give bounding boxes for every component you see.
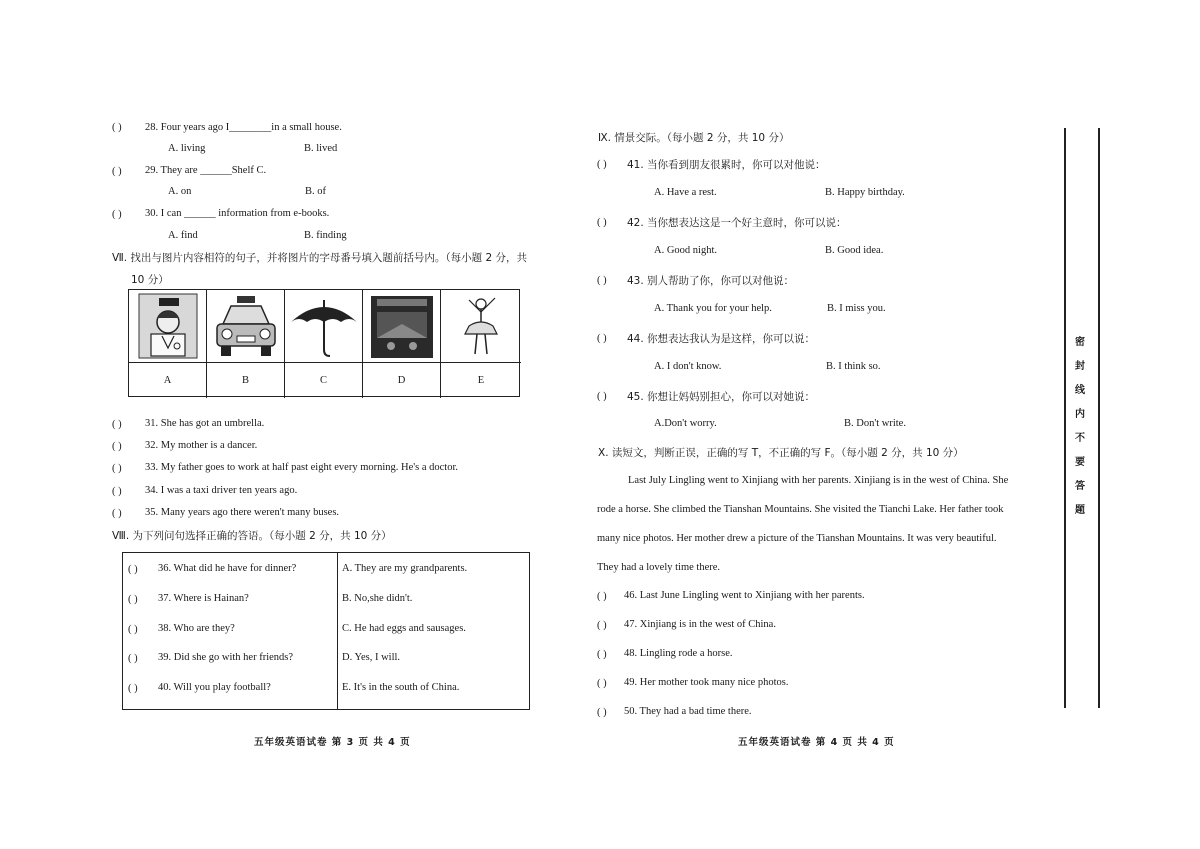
matching-divider	[337, 553, 338, 709]
picture-old-street	[363, 290, 441, 362]
picture-taxi	[207, 290, 285, 362]
question-36: 36. What did he have for dinner?	[158, 563, 297, 574]
question-47: 47. Xinjiang is in the west of China.	[624, 619, 776, 630]
answer-option-d: D. Yes, I will.	[342, 652, 401, 663]
question-30: 30. I can ______ information from e-books.	[145, 208, 330, 219]
option-41a: A. Have a rest.	[654, 187, 717, 198]
option-41b: B. Happy birthday.	[825, 187, 905, 198]
question-46: 46. Last June Lingling went to Xinjiang with her parents.	[624, 590, 865, 601]
answer-paren-29[interactable]: ( )	[112, 166, 122, 177]
picture-label-d: D	[363, 362, 441, 398]
picture-umbrella	[285, 290, 363, 362]
option-29a: A. on	[168, 186, 192, 197]
question-38: 38. Who are they?	[158, 623, 235, 634]
binding-char-3: 线	[1075, 385, 1085, 396]
picture-doctor	[129, 290, 207, 362]
picture-label-b: B	[207, 362, 285, 398]
answer-paren-33[interactable]: ( )	[112, 463, 122, 474]
section-9-title: Ⅸ. 情景交际。（每小题 2 分，共 10 分）	[598, 132, 790, 144]
binding-line-inner	[1064, 128, 1066, 708]
option-43b: B. I miss you.	[827, 303, 886, 314]
answer-paren-45[interactable]: ( )	[597, 391, 607, 402]
question-40: 40. Will you play football?	[158, 682, 271, 693]
answer-paren-50[interactable]: ( )	[597, 707, 607, 718]
option-44a: A. I don't know.	[654, 361, 722, 372]
answer-paren-39[interactable]: ( )	[128, 653, 138, 664]
footer-page-4: 五年级英语试卷 第 4 页 共 4 页	[738, 737, 895, 748]
question-32: 32. My mother is a dancer.	[145, 440, 258, 451]
binding-char-2: 封	[1075, 361, 1085, 372]
binding-char-8: 题	[1075, 505, 1085, 516]
answer-option-e: E. It's in the south of China.	[342, 682, 460, 693]
picture-dancer	[441, 290, 521, 362]
option-44b: B. I think so.	[826, 361, 881, 372]
question-50: 50. They had a bad time there.	[624, 706, 752, 717]
picture-label-c: C	[285, 362, 363, 398]
answer-paren-49[interactable]: ( )	[597, 678, 607, 689]
question-28: 28. Four years ago I________in a small house.	[145, 122, 342, 133]
option-30a: A. find	[168, 230, 198, 241]
question-31: 31. She has got an umbrella.	[145, 418, 265, 429]
question-41: 41. 当你看到朋友很累时，你可以对他说：	[627, 159, 826, 171]
question-45: 45. 你想让妈妈别担心，你可以对她说：	[627, 391, 816, 403]
question-42: 42. 当你想表达这是一个好主意时，你可以说：	[627, 217, 847, 229]
section-7-title: Ⅶ. 找出与图片内容相符的句子，并将图片的字母番号填入题前括号内。（每小题 2 分，共	[112, 252, 528, 264]
binding-char-6: 要	[1075, 457, 1085, 468]
answer-paren-36[interactable]: ( )	[128, 564, 138, 575]
footer-page-3: 五年级英语试卷 第 3 页 共 4 页	[254, 737, 411, 748]
answer-paren-43[interactable]: ( )	[597, 275, 607, 286]
binding-char-1: 密	[1075, 337, 1085, 348]
option-28a: A. living	[168, 143, 206, 154]
answer-paren-30[interactable]: ( )	[112, 209, 122, 220]
question-34: 34. I was a taxi driver ten years ago.	[145, 485, 298, 496]
question-39: 39. Did she go with her friends?	[158, 652, 294, 663]
binding-char-4: 内	[1075, 409, 1085, 420]
section-10-title: Ⅹ. 读短文，判断正误，正确的写 T，不正确的写 F。（每小题 2 分，共 10 分）	[598, 447, 964, 459]
picture-label-a: A	[129, 362, 207, 398]
answer-paren-46[interactable]: ( )	[597, 591, 607, 602]
passage-line-1: Last July Lingling went to Xinjiang with her parents. Xinjiang is in the west of China. She	[628, 475, 1009, 486]
option-45b: B. Don't write.	[844, 418, 906, 429]
answer-option-c: C. He had eggs and sausages.	[342, 623, 466, 634]
question-48: 48. Lingling rode a horse.	[624, 648, 733, 659]
answer-paren-44[interactable]: ( )	[597, 333, 607, 344]
answer-paren-40[interactable]: ( )	[128, 683, 138, 694]
binding-char-5: 不	[1075, 433, 1085, 444]
option-42a: A. Good night.	[654, 245, 717, 256]
answer-paren-38[interactable]: ( )	[128, 624, 138, 635]
answer-paren-34[interactable]: ( )	[112, 486, 122, 497]
question-35: 35. Many years ago there weren't many buses.	[145, 507, 340, 518]
option-45a: A.Don't worry.	[654, 418, 717, 429]
answer-paren-48[interactable]: ( )	[597, 649, 607, 660]
option-28b: B. lived	[304, 143, 338, 154]
answer-paren-37[interactable]: ( )	[128, 594, 138, 605]
binding-char-7: 答	[1075, 481, 1085, 492]
answer-paren-32[interactable]: ( )	[112, 441, 122, 452]
question-44: 44. 你想表达我认为是这样，你可以说：	[627, 333, 816, 345]
question-43: 43. 别人帮助了你，你可以对他说：	[627, 275, 795, 287]
answer-paren-41[interactable]: ( )	[597, 159, 607, 170]
question-37: 37. Where is Hainan?	[158, 593, 249, 604]
option-42b: B. Good idea.	[825, 245, 884, 256]
picture-label-e: E	[441, 362, 521, 398]
answer-option-b: B. No,she didn't.	[342, 593, 413, 604]
section-8-title: Ⅷ. 为下列问句选择正确的答语。（每小题 2 分，共 10 分）	[112, 530, 392, 542]
question-49: 49. Her mother took many nice photos.	[624, 677, 789, 688]
answer-option-a: A. They are my grandparents.	[342, 563, 468, 574]
answer-paren-35[interactable]: ( )	[112, 508, 122, 519]
option-43a: A. Thank you for your help.	[654, 303, 772, 314]
question-33: 33. My father goes to work at half past eight every morning. He's a doctor.	[145, 462, 459, 473]
picture-table	[128, 289, 520, 397]
passage-line-2: rode a horse. She climbed the Tianshan Mountains. She visited the Tianchi Lake. Her father took	[597, 504, 1004, 515]
option-30b: B. finding	[304, 230, 347, 241]
option-29b: B. of	[305, 186, 326, 197]
passage-line-3: many nice photos. Her mother drew a picture of the Tianshan Mountains. It was very beautiful.	[597, 533, 997, 544]
question-29: 29. They are ______Shelf C.	[145, 165, 267, 176]
passage-line-4: They had a lovely time there.	[597, 562, 721, 573]
answer-paren-31[interactable]: ( )	[112, 419, 122, 430]
section-7-title-cont: 10 分）	[131, 274, 169, 286]
binding-line-outer	[1098, 128, 1100, 708]
answer-paren-28[interactable]: ( )	[112, 122, 122, 133]
answer-paren-47[interactable]: ( )	[597, 620, 607, 631]
answer-paren-42[interactable]: ( )	[597, 217, 607, 228]
